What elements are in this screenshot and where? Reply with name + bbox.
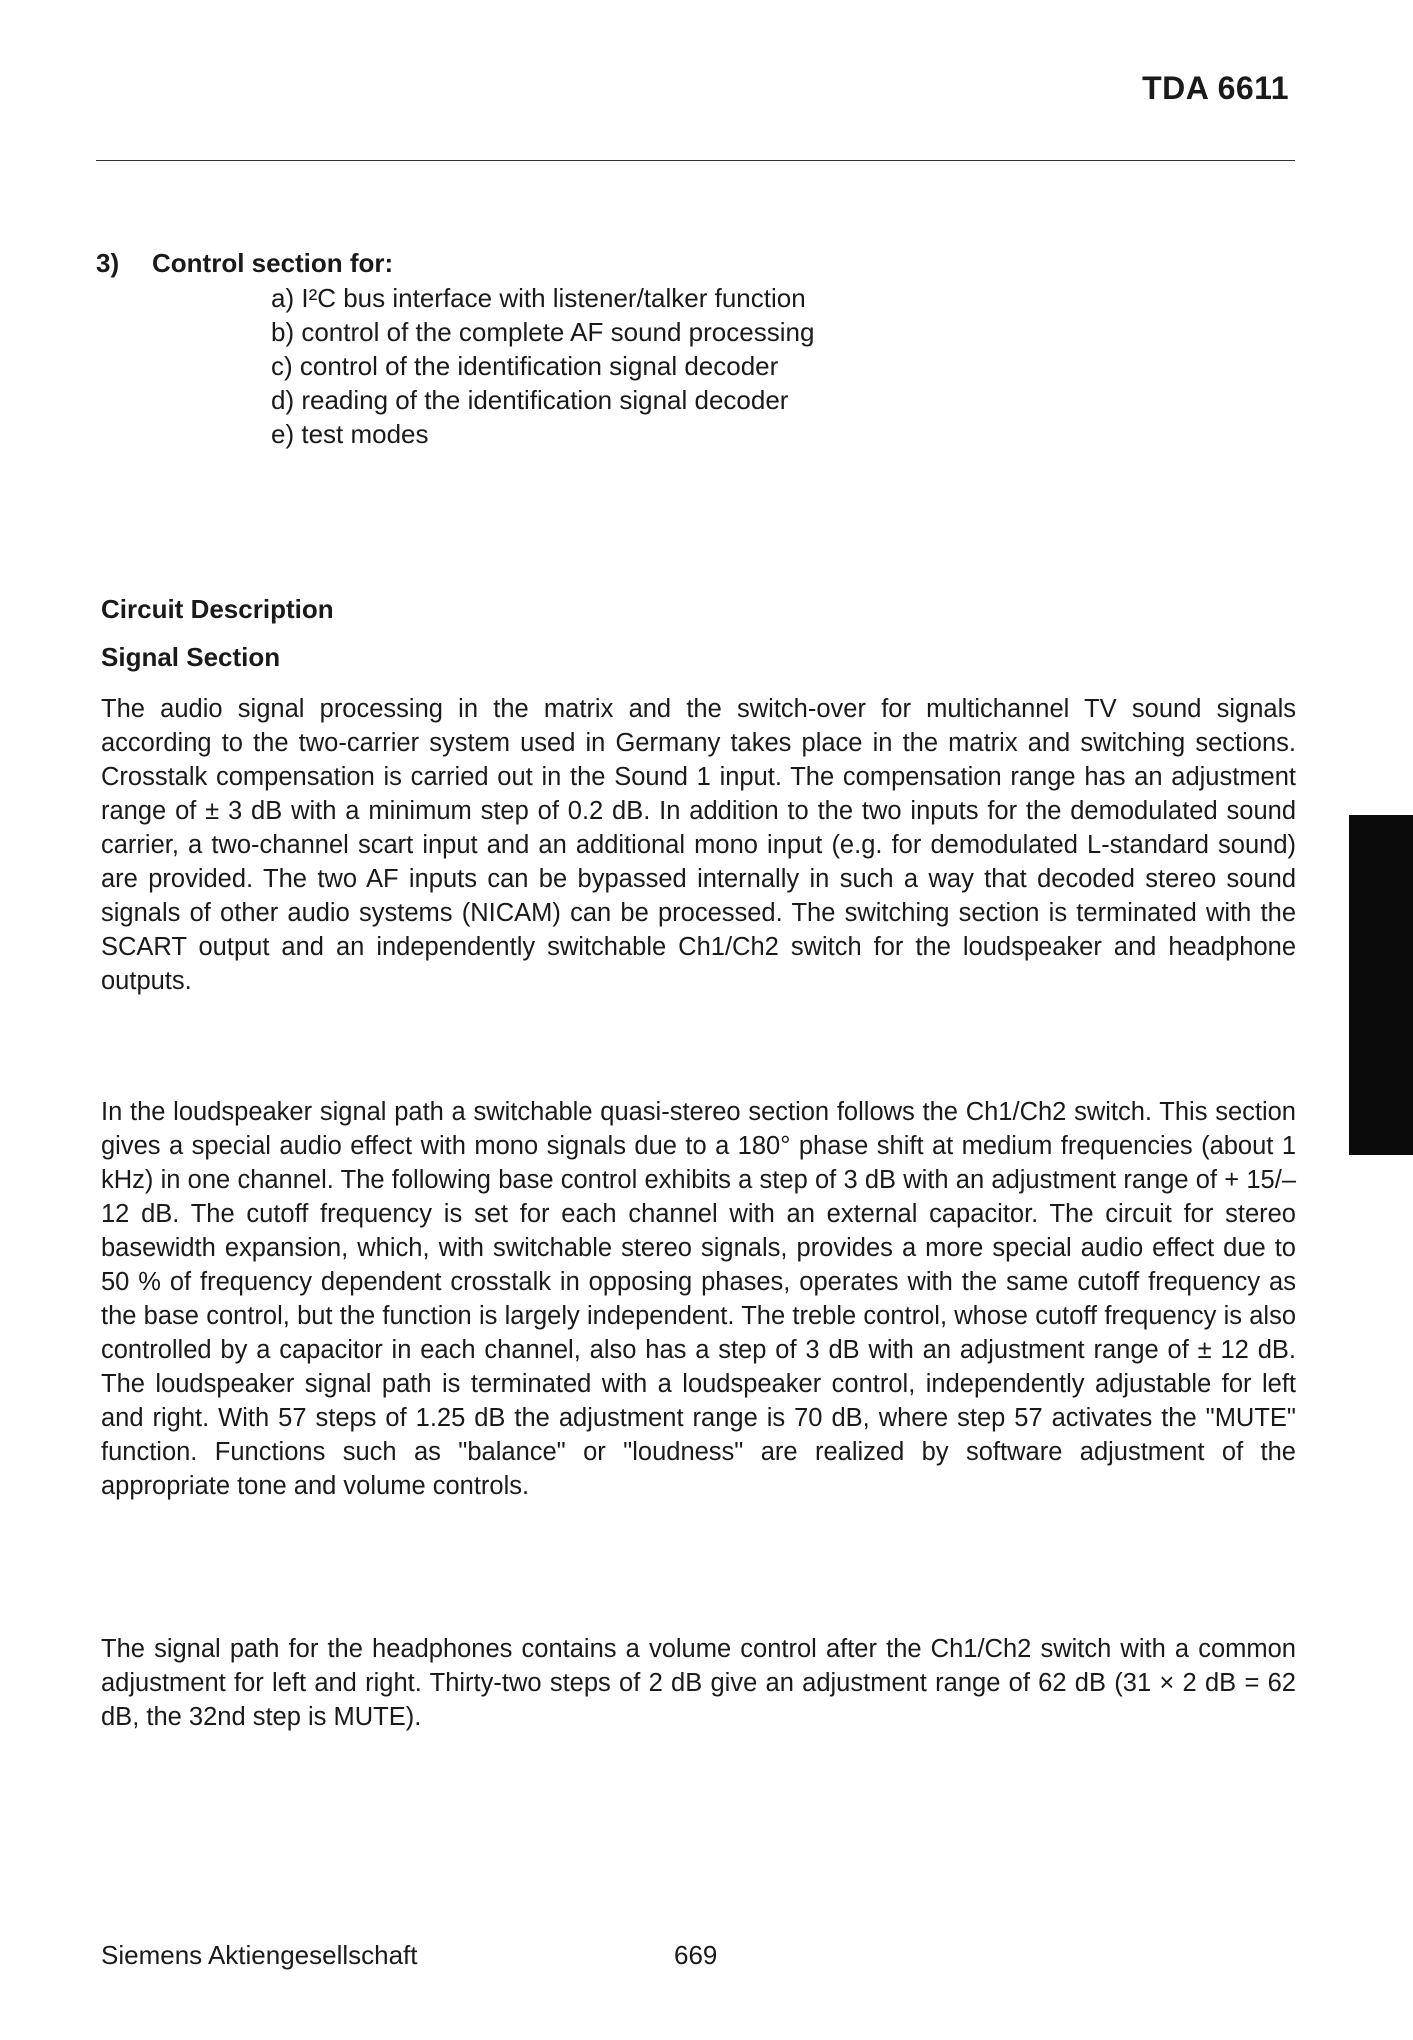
section-title: Control section for:	[152, 248, 394, 278]
section-number: 3)	[96, 248, 120, 278]
paragraph: In the loudspeaker signal path a switchable quasi-stereo section follows the Ch1/Ch2 switch. This section gives a special audio effect with mono signals due to a 180° phase shift at medium frequencies (about 1 kHz) in one channel. The following base control exhibits a step of 3 dB with an adjustment range of + 15/– 12 dB. The cutoff frequency is set for each channel with an external capacitor. The circuit for stereo basewidth expansion, which, with switchable stereo signals, provides a more special audio effect due to 50 % of frequency dependent crosstalk in opposing phases, operates with the same cutoff frequency as the base control, but the function is largely independent. The treble control, whose cutoff frequency is also controlled by a capacitor in each channel, also has a step of 3 dB with an adjustment range of ± 12 dB. The loudspeaker signal path is terminated with a loudspeaker control, independently adjustable for left and right. With 57 steps of 1.25 dB the adjustment range is 70 dB, where step 57 activates the "MUTE" function. Functions such as "balance" or "loudness" are realized by software adjustment of the appropriate tone and volume controls.	[101, 1098, 1296, 1500]
list-item: a) I²C bus interface with listener/talker function	[271, 283, 806, 313]
thumb-index-tab	[1349, 815, 1413, 1155]
list-item: b) control of the complete AF sound processing	[271, 317, 815, 347]
paragraph: The signal path for the headphones contains a volume control after the Ch1/Ch2 switch with a common adjustment for left and right. Thirty-two steps of 2 dB give an adjustment range of 62 dB (31 × 2 dB = 62 dB, the 32nd step is MUTE).	[101, 1635, 1296, 1731]
list-item: d) reading of the identification signal decoder	[271, 385, 789, 415]
list-item: e) test modes	[271, 419, 429, 449]
control-items-list	[271, 281, 814, 451]
control-section-heading	[96, 248, 393, 279]
header-rule	[96, 160, 1295, 161]
list-item: c) control of the identification signal decoder	[271, 351, 779, 381]
footer-company: Siemens Aktiengesellschaft	[101, 1940, 418, 1970]
document-id: TDA 6611	[1142, 70, 1289, 106]
paragraph: The audio signal processing in the matrix and the switch-over for multichannel TV sound signals according to the two-carrier system used in Germany takes place in the matrix and switching sections. Crosstalk compensation is carried out in the Sound 1 input. The compensation range has an adjustment range of ± 3 dB with a minimum step of 0.2 dB. In addition to the two inputs for the demodulated sound carrier, a two-channel scart input and an additional mono input (e.g. for demodulated L-standard sound) are provided. The two AF inputs can be bypassed internally in such a way that decoded stereo sound signals of other audio systems (NICAM) can be processed. The switching section is terminated with the SCART output and an independently switchable Ch1/Ch2 switch for the loudspeaker and headphone outputs.	[101, 695, 1296, 995]
signal-section-heading: Signal Section	[101, 642, 281, 672]
page-number: 669	[674, 1940, 718, 1970]
circuit-description-heading: Circuit Description	[101, 594, 334, 624]
